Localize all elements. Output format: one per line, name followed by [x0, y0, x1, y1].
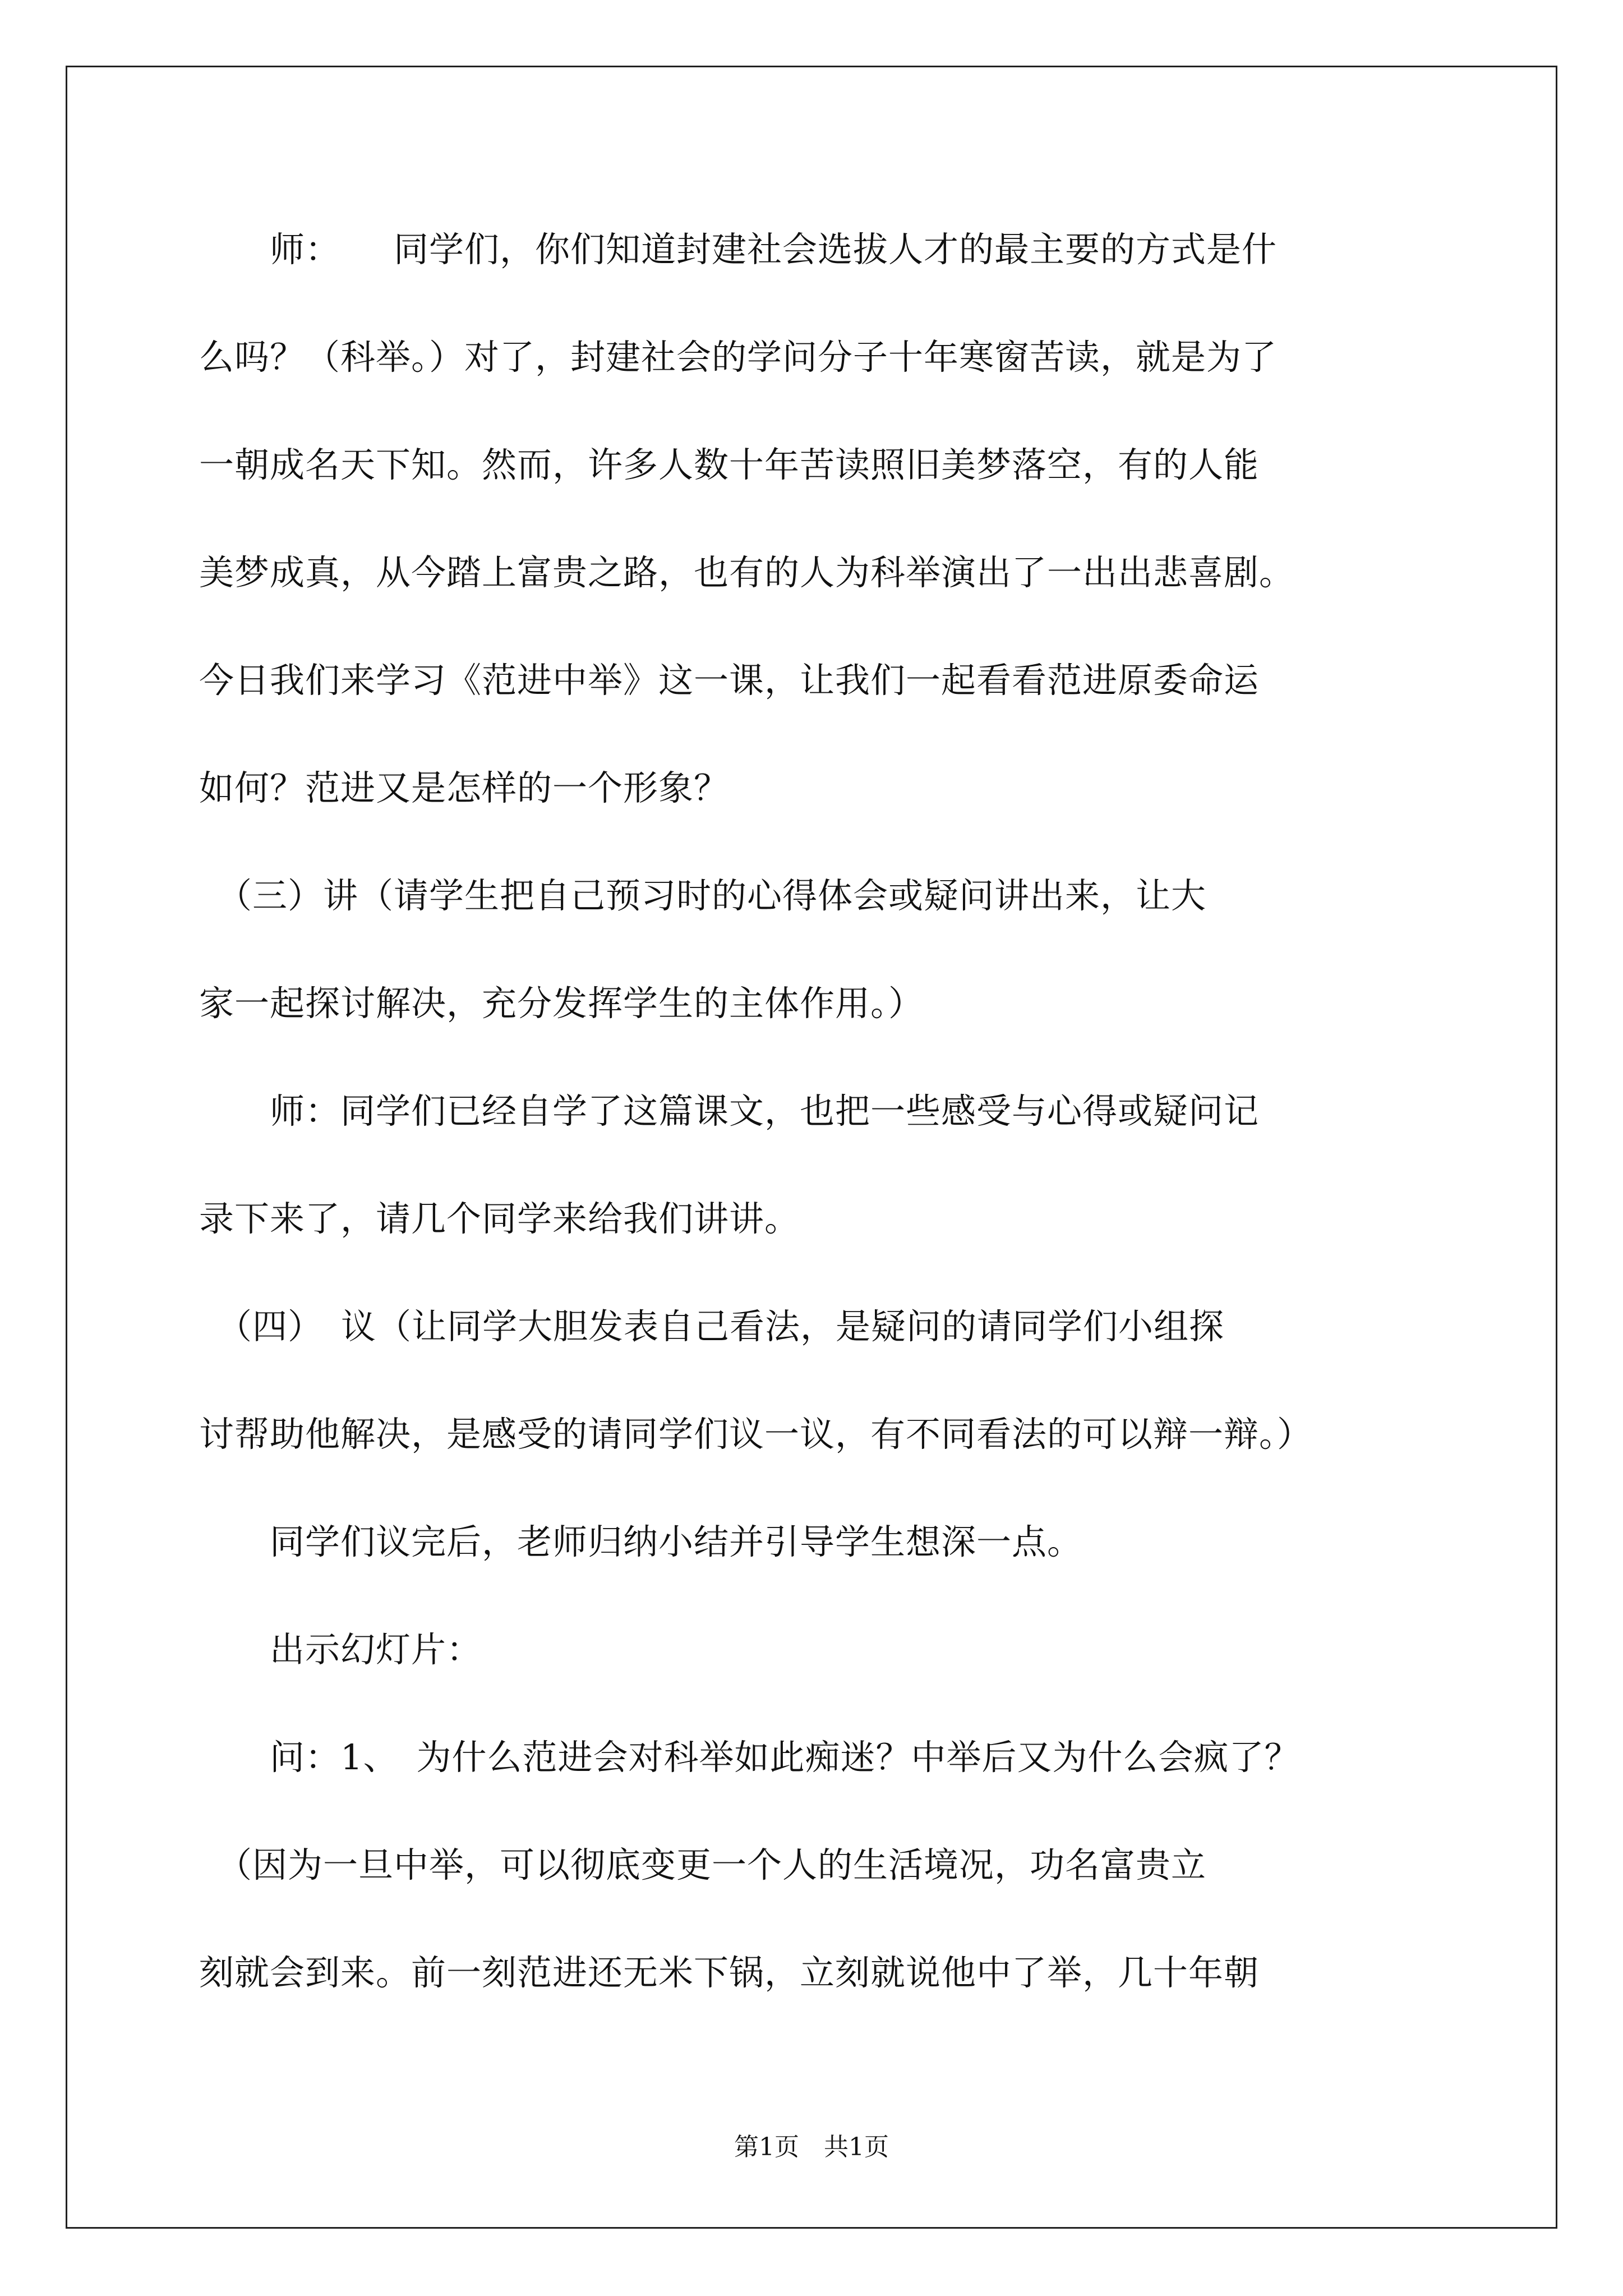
text-line-12: 讨帮助他解决，是感受的请同学们议一议，有不同看法的可以辩一辩。） [199, 1414, 1313, 1455]
text-line-13: 同学们议完后，老师归纳小结并引导学生想深一点。 [199, 1521, 1083, 1562]
text-line-9: 师：同学们已经自学了这篇课文，也把一些感受与心得或疑问记 [199, 1091, 1260, 1131]
text-line-15: 问：1、 为什么范进会对科举如此痴迷？中举后又为什么会疯了？ [199, 1737, 1300, 1778]
text-line-16: （因为一旦中举，可以彻底变更一个人的生活境况，功名富贵立 [199, 1844, 1207, 1885]
page-footer: 第1页 共1页 [734, 2133, 889, 2161]
text-line-3: 一朝成名天下知。然而，许多人数十年苦读照旧美梦落空，有的人能 [199, 444, 1260, 485]
text-line-1: 师： 同学们，你们知道封建社会选拔人才的最主要的方式是什 [199, 229, 1278, 270]
text-line-14: 出示幻灯片： [199, 1629, 482, 1670]
text-line-8: 家一起探讨解决，充分发挥学生的主体作用。） [199, 983, 924, 1024]
text-line-2: 么吗？（科举。）对了，封建社会的学问分子十年寒窗苦读，就是为了 [199, 337, 1278, 378]
text-line-5: 今日我们来学习《范进中举》这一课，让我们一起看看范进原委命运 [199, 660, 1260, 701]
text-line-11: （四） 议（让同学大胆发表自己看法，是疑问的请同学们小组探 [199, 1306, 1225, 1347]
text-line-10: 录下来了，请几个同学来给我们讲讲。 [199, 1198, 800, 1239]
page-border [66, 66, 1557, 2229]
text-line-4: 美梦成真，从今踏上富贵之路，也有的人为科举演出了一出出悲喜剧。 [199, 552, 1295, 593]
text-line-6: 如何？范进又是怎样的一个形象？ [199, 767, 730, 808]
text-line-7: （三）讲（请学生把自己预习时的心得体会或疑问讲出来，让大 [199, 875, 1207, 916]
text-line-17: 刻就会到来。前一刻范进还无米下锅，立刻就说他中了举，几十年朝 [199, 1952, 1260, 1993]
